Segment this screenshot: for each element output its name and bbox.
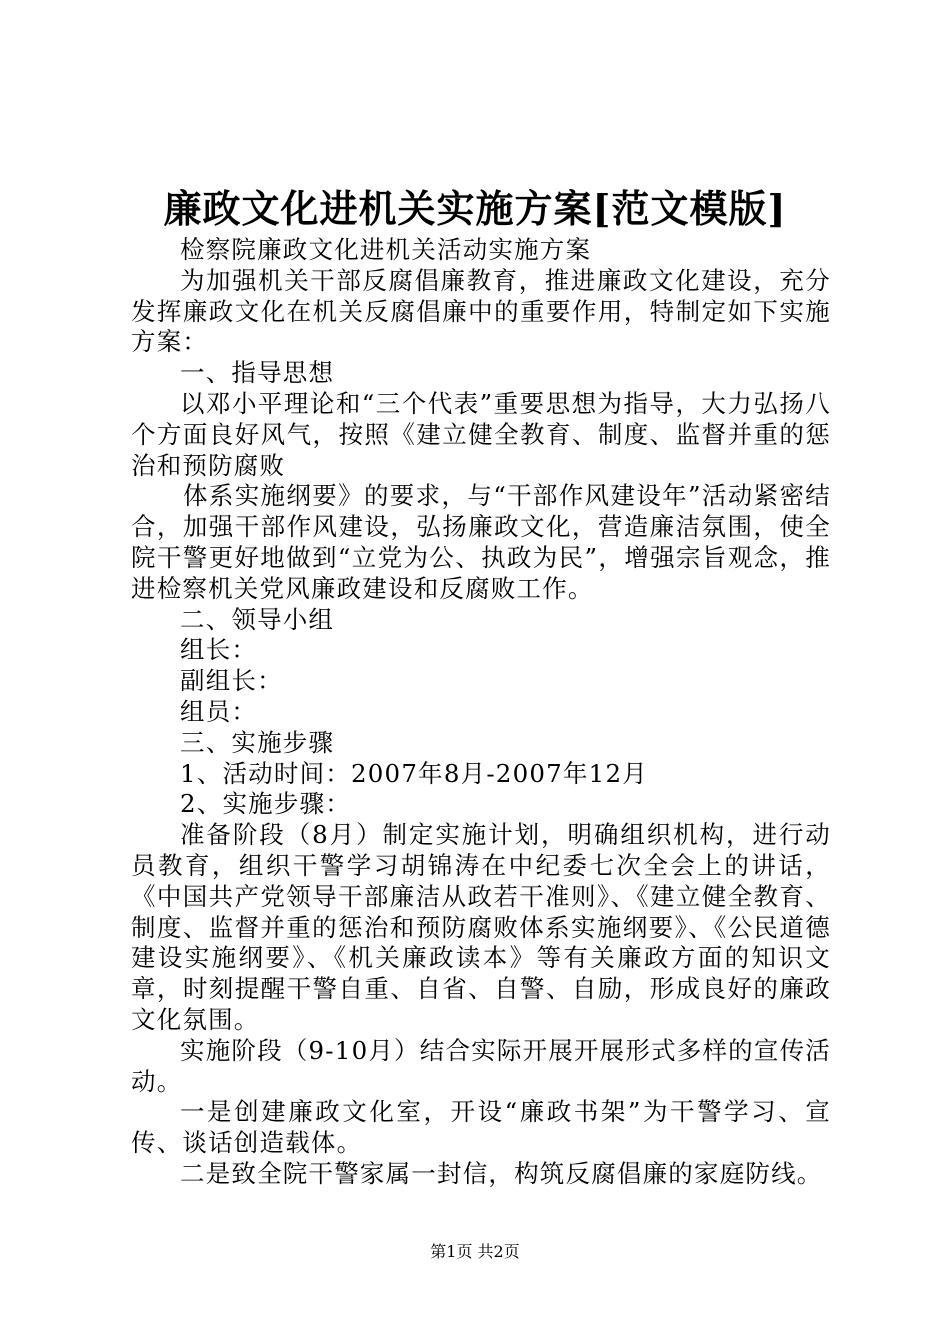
paragraph-subtitle: 检察院廉政文化进机关活动实施方案 [180, 235, 592, 264]
document-body [131, 235, 831, 1190]
paragraph-guiding-thought-2: 体系实施纲要》的要求，与“干部作风建设年”活动紧密结合，加强干部作风建设，弘扬廉政文化，营造廉洁氛围，使全院干警更好地做到“立党为公、执政为民”，增强宗旨观念，推进检察机关党风廉政建设和反腐败工作。 [131, 481, 831, 603]
paragraph-guiding-thought-1: 以邓小平理论和“三个代表”重要思想为指导，大力弘扬八个方面良好风气，按照《建立健全教育、制度、监督并重的惩治和预防腐败 [131, 388, 831, 480]
section-heading-implementation-steps: 三、实施步骤 [180, 727, 335, 757]
paragraph-preparation-stage: 准备阶段（8月）制定实施计划，明确组织机构，进行动员教育，组织干警学习胡锦涛在中纪委七次全会上的讲话，《中国共产党领导干部廉洁从政若干准则》、《建立健全教育、制度、监督并重的惩治和预防腐败体系实施纲要》、《公民道德建设实施纲要》、《机关廉政读本》等有关廉政方面的知识文章，时刻提醒干警自重、自省、自警、自励，形成良好的廉政文化氛围。 [131, 820, 831, 1034]
page-footer: 第1页 共2页 [430, 1242, 520, 1261]
paragraph-group-leader: 组长： [180, 635, 258, 665]
document-title: 廉政文化进机关实施方案[范文模版] [163, 186, 787, 231]
paragraph-group-members: 组员： [180, 696, 258, 726]
paragraph-steps-heading: 2、实施步骤： [180, 789, 351, 819]
paragraph-deputy-leader: 副组长： [180, 666, 283, 696]
section-heading-leadership-group: 二、领导小组 [180, 604, 335, 634]
paragraph-item-two: 二是致全院干警家属一封信，构筑反腐倡廉的家庭防线。 [180, 1158, 823, 1188]
paragraph-implementation-stage: 实施阶段（9-10月）结合实际开展开展形式多样的宣传活动。 [131, 1035, 831, 1096]
paragraph-intro: 为加强机关干部反腐倡廉教育，推进廉政文化建设，充分发挥廉政文化在机关反腐倡廉中的重要作用，特制定如下实施方案： [131, 265, 831, 357]
paragraph-activity-time: 1、活动时间：2007年8月-2007年12月 [180, 758, 648, 788]
section-heading-guiding-thought: 一、指导思想 [180, 358, 335, 388]
paragraph-item-one: 一是创建廉政文化室，开设“廉政书架”为干警学习、宣传、谈话创造载体。 [131, 1097, 831, 1158]
